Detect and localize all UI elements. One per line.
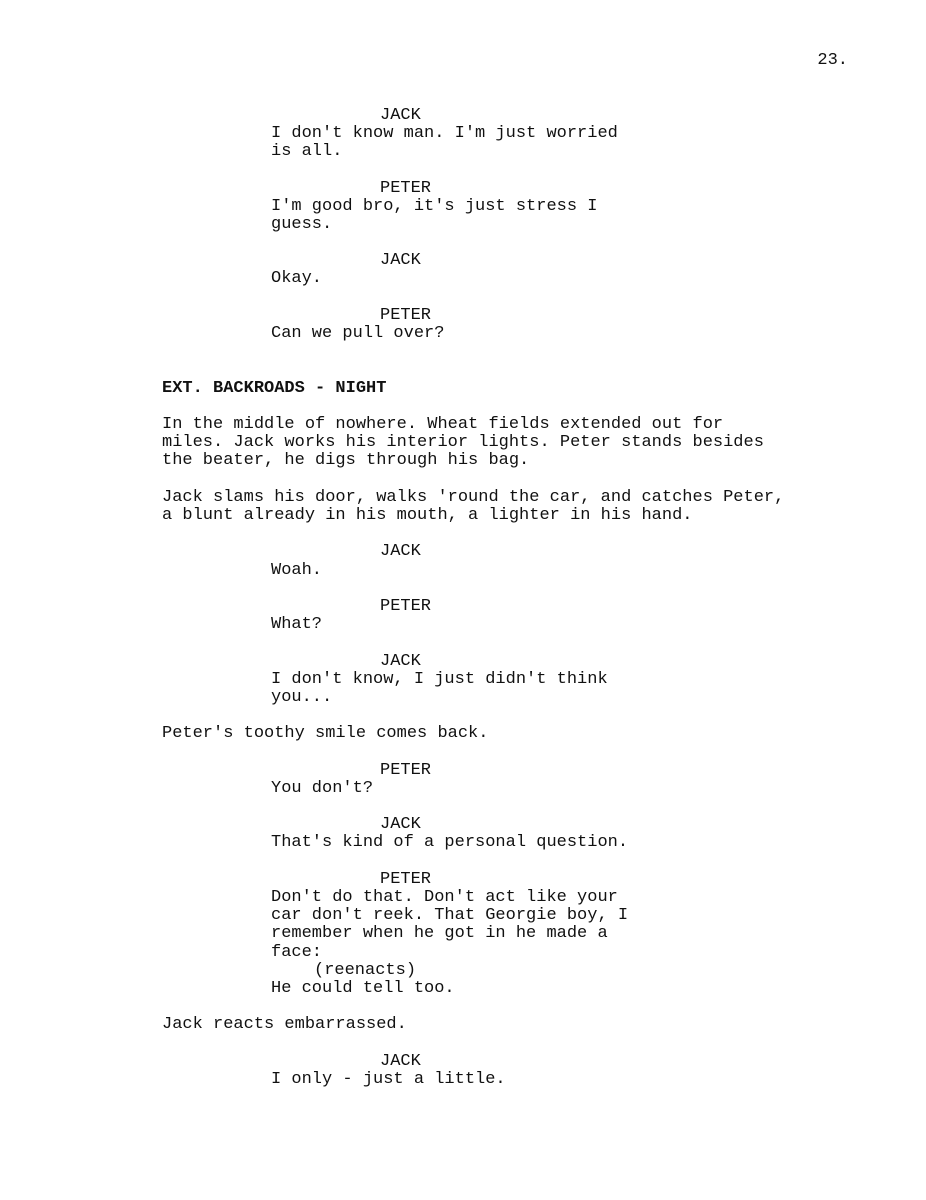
dialogue: I only - just a little. <box>271 1070 506 1089</box>
dialogue: Can we pull over? <box>271 324 445 343</box>
character-name: PETER <box>380 179 432 198</box>
dialogue: I don't know, I just didn't think you... <box>271 670 608 708</box>
dialogue: You don't? <box>271 779 374 798</box>
character-name: JACK <box>380 106 421 125</box>
dialogue: Don't do that. Don't act like your car don't reek. That Georgie boy, I remember when he got in he made a face: <box>271 888 629 962</box>
dialogue: What? <box>271 615 323 634</box>
character-name: JACK <box>380 251 421 270</box>
page-number: 23. <box>817 51 848 70</box>
dialogue: I'm good bro, it's just stress I guess. <box>271 197 598 235</box>
parenthetical: (reenacts) <box>314 961 417 980</box>
character-name: JACK <box>380 1052 421 1071</box>
action-line: In the middle of nowhere. Wheat fields extended out for miles. Jack works his interior lights. Peter stands besides the beater, he digs through his bag. <box>162 415 764 471</box>
character-name: PETER <box>380 306 432 325</box>
character-name: PETER <box>380 597 432 616</box>
character-name: JACK <box>380 815 421 834</box>
character-name: JACK <box>380 542 421 561</box>
dialogue: I don't know man. I'm just worried is all. <box>271 124 618 162</box>
action-line: Peter's toothy smile comes back. <box>162 724 489 743</box>
character-name: PETER <box>380 761 432 780</box>
action-line: Jack reacts embarrassed. <box>162 1015 407 1034</box>
dialogue: He could tell too. <box>271 979 455 998</box>
dialogue: Okay. <box>271 269 323 288</box>
dialogue: That's kind of a personal question. <box>271 833 629 852</box>
scene-heading: EXT. BACKROADS - NIGHT <box>162 379 387 398</box>
dialogue: Woah. <box>271 561 323 580</box>
action-line: Jack slams his door, walks 'round the car, and catches Peter, a blunt already in his mouth, a lighter in his hand. <box>162 488 785 526</box>
character-name: PETER <box>380 870 432 889</box>
character-name: JACK <box>380 652 421 671</box>
